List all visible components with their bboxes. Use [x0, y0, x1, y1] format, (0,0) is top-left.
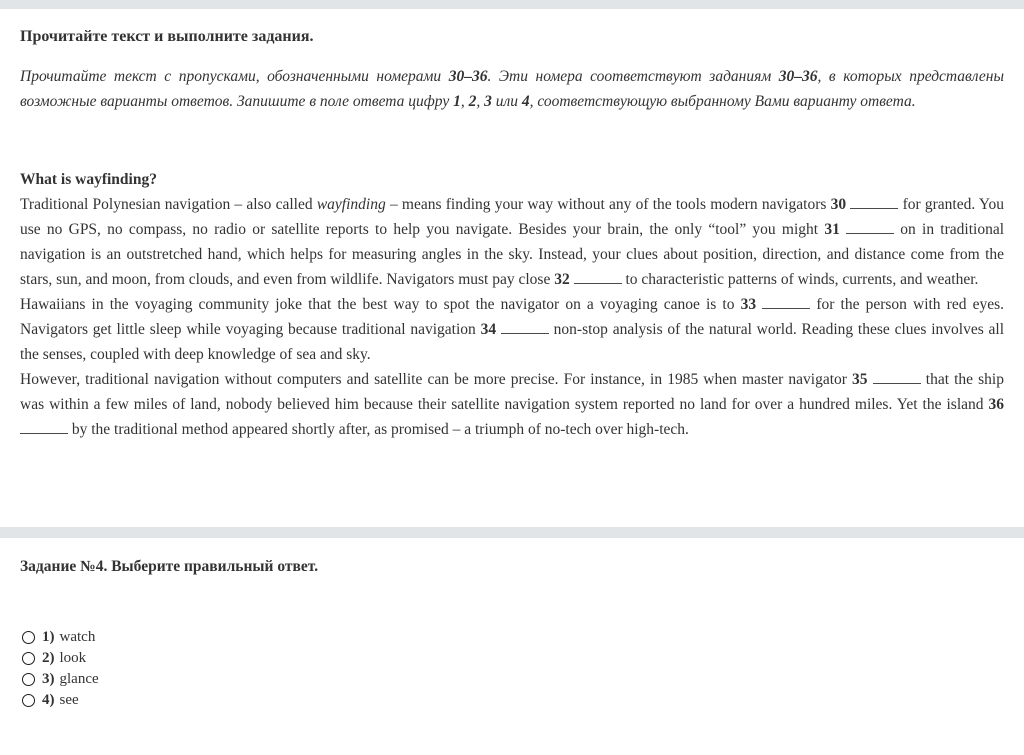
answer-option-2[interactable] [22, 648, 99, 669]
answer-gap [20, 421, 68, 434]
text-segment: by the traditional method appeared shortly after, as promised – a triumph of no-tech over high-tech. [68, 421, 689, 438]
instructions-heading: Прочитайте текст и выполните задания. [20, 28, 314, 45]
text-segment: , в которых представлены возможные варианты ответов. Запишите в поле ответа цифру [20, 68, 1004, 110]
text-segment: . Эти номера соответствуют заданиям [487, 68, 779, 85]
answer-gap [574, 271, 622, 284]
section-divider [0, 527, 1024, 538]
answer-radio-3[interactable] [22, 673, 35, 686]
answer-radio-2[interactable] [22, 652, 35, 665]
text-segment: that the ship was within a few miles of land, nobody believed him because their satellite navigation system reported no land for over a hundred miles. Yet the island [20, 371, 1004, 413]
answer-gap [873, 371, 921, 384]
text-segment: Traditional Polynesian navigation – also called [20, 196, 317, 213]
text-segment: 30–36 [778, 68, 818, 85]
answer-options [22, 627, 99, 711]
text-segment: , [476, 93, 485, 110]
text-segment: , соответствующую выбранному Вами варианту ответа. [529, 93, 916, 110]
passage-paragraph-2 [20, 292, 1004, 367]
text-segment: – means finding your way without any of the tools modern navigators [385, 196, 831, 213]
answer-gap [846, 221, 894, 234]
text-segment: , [460, 93, 469, 110]
reading-passage [20, 167, 1004, 442]
text-segment: to characteristic patterns of winds, currents, and weather. [621, 271, 979, 288]
answer-gap [501, 321, 549, 334]
text-segment: for the person with red eyes. Navigators get little sleep while voyaging because traditional navigation [20, 296, 1004, 338]
text-segment: Прочитайте текст с пропусками, обозначенными номерами [20, 68, 449, 85]
instructions-note [20, 64, 1004, 114]
text-segment: 33 [740, 296, 757, 313]
option-number: 2) [42, 650, 55, 666]
text-segment: или [491, 93, 522, 110]
text-segment: 4 [521, 93, 530, 110]
text-segment: 31 [824, 221, 840, 238]
task-heading: Задание №4. Выберите правильный ответ. [20, 558, 319, 575]
text-segment: 3 [484, 93, 492, 110]
answer-option-1[interactable] [22, 627, 99, 648]
option-number: 1) [42, 629, 55, 645]
option-label: glance [59, 671, 99, 687]
text-segment: 35 [852, 371, 868, 388]
text-segment: 32 [554, 271, 570, 288]
passage-paragraph-3 [20, 367, 1004, 442]
option-label: watch [59, 629, 96, 645]
text-segment: wayfinding [316, 196, 386, 213]
option-label: see [59, 692, 79, 708]
answer-gap [762, 296, 810, 309]
text-segment: for granted. You use no GPS, no compass, no radio or satellite reports to help you navigate. Besides your brain, the only “tool” you might [20, 196, 1005, 238]
text-segment: Hawaiians in the voyaging community joke that the best way to spot the navigator on a voyaging canoe is to [20, 296, 741, 313]
option-number: 3) [42, 671, 55, 687]
answer-gap [850, 196, 898, 209]
text-segment: 1 [453, 93, 461, 110]
answer-option-4[interactable] [22, 690, 99, 711]
top-divider [0, 0, 1024, 9]
option-number: 4) [42, 692, 55, 708]
text-segment: 36 [988, 396, 1004, 413]
text-segment: non-stop analysis of the natural world. Reading these clues involves all the senses, coupled with deep knowledge of sea and sky. [20, 321, 1005, 363]
passage-paragraph-1 [20, 192, 1004, 292]
answer-radio-4[interactable] [22, 694, 35, 707]
option-label: look [59, 650, 87, 666]
text-segment: However, traditional navigation without computers and satellite can be more precise. For instance, in 1985 when master navigator [20, 371, 853, 388]
text-segment: on in traditional navigation is an outstretched hand, which helps for measuring angles in the sky. Instead, your clues about position, direction, and distance come from the stars, sun, and moon, from clouds, and even from wildlife. Navigators must pay close [20, 221, 1004, 288]
text-segment: 34 [480, 321, 497, 338]
answer-radio-1[interactable] [22, 631, 35, 644]
text-segment: 30 [830, 196, 847, 213]
text-segment: 2 [468, 93, 477, 110]
answer-option-3[interactable] [22, 669, 99, 690]
text-segment: 30–36 [448, 68, 488, 85]
passage-title: What is wayfinding? [20, 171, 157, 188]
